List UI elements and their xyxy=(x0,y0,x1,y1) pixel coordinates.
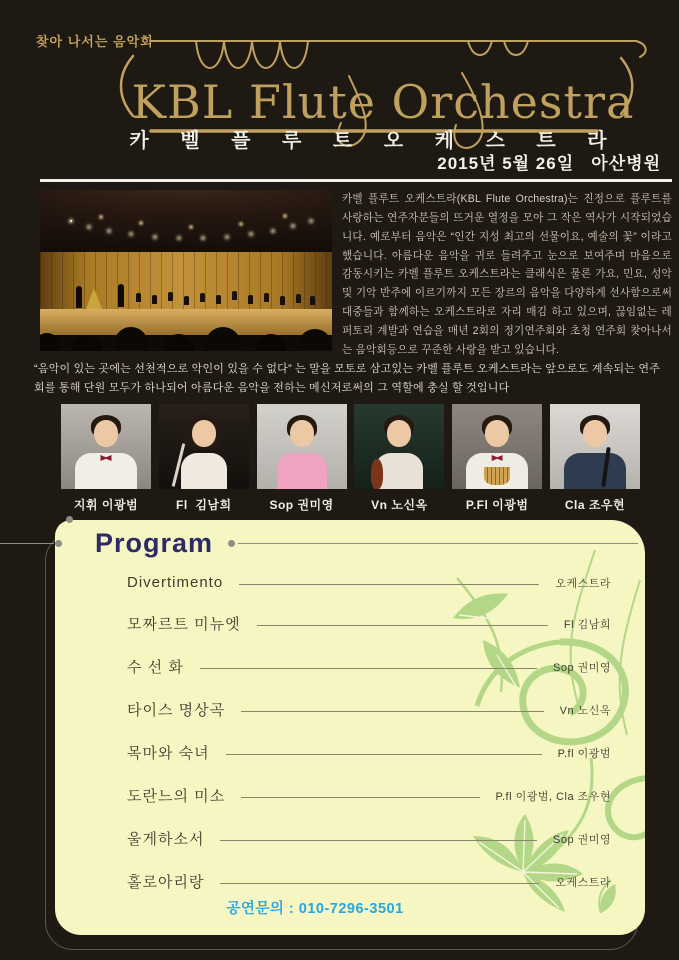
performer-card xyxy=(159,404,249,513)
photo-stage-lights xyxy=(70,220,72,222)
piece-title: 도란느의 미소 xyxy=(127,788,226,805)
date-venue: 2015년 5월 26일 아산병원 xyxy=(437,154,661,173)
piece-performer: Fl 김남희 xyxy=(563,618,611,631)
leader-line xyxy=(241,797,479,798)
photo-conductor xyxy=(118,284,124,307)
photo-singer-female xyxy=(86,288,102,309)
performer-photo-panflute xyxy=(452,404,542,489)
photo-audience xyxy=(40,333,60,351)
portrait-head xyxy=(387,420,411,447)
pin-line xyxy=(238,543,638,544)
program-row xyxy=(127,699,611,720)
piece-title: 홀로아리랑 xyxy=(127,874,205,891)
motto-text: “음악이 있는 곳에는 선천적으로 악인이 있을 수 없다” 는 말을 모토로 삼고있는 카벨 플루트 오케스트라는 앞으로도 계속되는 연주회를 통해 단원 모두가 하나되어 아름다운 음악을 전하는 메신저로써의 그 역할에 충실 할 것입니다 xyxy=(34,363,661,395)
orchestra-stage-photo xyxy=(40,190,332,351)
program-row xyxy=(127,828,611,849)
contact-phone: 공연문의 : 010-7296-3501 xyxy=(226,901,404,917)
program-panel xyxy=(55,520,645,935)
piece-performer: 오케스트라 xyxy=(555,876,611,889)
photo-ceiling xyxy=(40,190,332,252)
photo-singer-male xyxy=(76,286,82,308)
performer-card xyxy=(354,404,444,513)
performer-caption: Sop 권미영 xyxy=(269,498,334,512)
pin-dot xyxy=(228,540,235,547)
leader-line xyxy=(200,668,537,669)
performer-photo-flute xyxy=(159,404,249,489)
performer-caption: Cla 조우현 xyxy=(564,498,626,512)
piece-performer: Vn 노신옥 xyxy=(559,704,611,717)
piece-title: 타이스 명상곡 xyxy=(127,702,226,719)
performer-card xyxy=(257,404,347,513)
performer-photo-soprano xyxy=(257,404,347,489)
piece-title: 울게하소서 xyxy=(127,831,205,848)
piece-performer: Sop 권미영 xyxy=(552,833,611,846)
performer-caption: 지휘 이광범 xyxy=(73,498,139,512)
program-heading: Program xyxy=(95,528,214,558)
program-row xyxy=(127,785,611,806)
leader-line xyxy=(241,711,544,712)
piece-title: 모짜르트 미뉴엣 xyxy=(127,616,241,633)
portrait-head xyxy=(192,420,216,447)
tagline: 찾아 나서는 음악회 xyxy=(36,34,154,49)
photo-wood-wall xyxy=(40,252,332,309)
performers-row xyxy=(61,404,640,513)
piece-title: 수 선 화 xyxy=(127,659,184,676)
intro-paragraph: 카벨 플루트 오케스트라(KBL Flute Orchestra)는 진정으로 플루트를 사랑하는 연주자분들의 뜨거운 열정을 모아 그 작은 역사가 시작되었습니다. 예로부터 음악은 “인간 지성 최고의 선물이요, 예술의 꽃” 이라고 했습니다. 아름다운 음악을 귀로 들려주고 눈으로 보여주며 마음으로 감동시키는 카벨 플루트 오케스트라는 클래식은 물론 가요, 민요, 성악 및 기악 반주에 이르기까지 모든 장르의 음악을 다양하게 선사함으로써 대중들과 함께하는 오케스트라로 자리 매김 하고 있으며, 끊임없는 레퍼토리 계발과 연습을 매년 2회의 정기연주회와 초청 연주회 찾아나서는 음악회등으로 꾸준한 사랑을 받고 있습니다. xyxy=(342,193,672,356)
piece-performer: P.fl 이광범, Cla 조우현 xyxy=(495,790,611,803)
program-row xyxy=(127,742,611,763)
performer-card xyxy=(61,404,151,513)
intro-section xyxy=(40,190,672,360)
violin-icon xyxy=(371,459,383,489)
program-row xyxy=(127,613,611,634)
performer-photo-clarinet xyxy=(550,404,640,489)
pin-dot xyxy=(55,540,62,547)
piece-title: Divertimento xyxy=(127,574,224,591)
performer-card xyxy=(550,404,640,513)
performer-caption: Vn 노신옥 xyxy=(371,498,428,512)
performer-caption: Fl 김남희 xyxy=(175,498,232,512)
photo-musicians xyxy=(136,293,141,302)
program-content xyxy=(55,520,645,935)
pin-dot xyxy=(66,516,73,523)
portrait-head xyxy=(583,420,607,447)
leader-line xyxy=(220,840,537,841)
pin-line xyxy=(0,543,54,544)
portrait-torso xyxy=(277,453,327,489)
leader-line xyxy=(220,883,539,884)
portrait-head xyxy=(94,420,118,447)
leader-line xyxy=(239,584,539,585)
portrait-torso xyxy=(564,453,626,489)
program-row xyxy=(127,574,611,591)
header-divider xyxy=(40,179,672,182)
performer-photo-conductor xyxy=(61,404,151,489)
leader-line xyxy=(257,625,548,626)
performer-photo-violin xyxy=(354,404,444,489)
portrait-torso xyxy=(181,453,227,489)
piece-performer: 오케스트라 xyxy=(555,577,611,590)
portrait-head xyxy=(485,420,509,447)
portrait-head xyxy=(290,420,314,447)
orchestra-title-kr: 카 벨 플 루 트 오 케 스 트 라 xyxy=(129,130,620,152)
photo-stage-floor xyxy=(40,309,332,335)
piece-performer: P.fl 이광범 xyxy=(557,747,611,760)
performer-caption: P.Fl 이광범 xyxy=(465,498,529,512)
panflute-icon xyxy=(484,467,510,485)
piece-performer: Sop 권미영 xyxy=(552,661,611,674)
orchestra-title-en: KBL Flute Orchestra xyxy=(131,75,635,129)
program-row xyxy=(127,871,611,892)
piece-title: 목마와 숙녀 xyxy=(127,745,210,762)
program-list xyxy=(127,574,611,892)
leader-line xyxy=(226,754,542,755)
program-row xyxy=(127,656,611,677)
performer-card xyxy=(452,404,542,513)
